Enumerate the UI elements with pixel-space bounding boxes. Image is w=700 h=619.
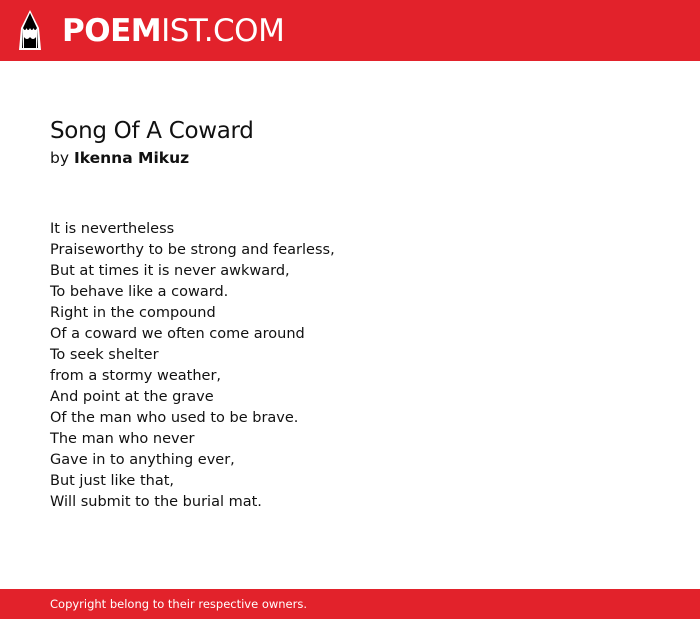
poem-line: Will submit to the burial mat. <box>50 494 262 510</box>
poem-title: Song Of A Coward <box>50 118 254 144</box>
logo-light-text: IST.COM <box>161 13 285 49</box>
poem-line: But just like that, <box>50 473 175 489</box>
poem-line: Gave in to anything ever, <box>50 452 235 468</box>
logo-bold-text: POEM <box>62 13 162 49</box>
poem-line: from a stormy weather, <box>50 368 222 384</box>
site-header <box>0 0 700 61</box>
site-footer <box>0 589 700 619</box>
poem-line: And point at the grave <box>50 389 214 405</box>
poem-line: The man who never <box>50 431 195 447</box>
poem-line: But at times it is never awkward, <box>50 263 290 279</box>
by-label: by <box>50 149 70 167</box>
byline <box>50 148 189 169</box>
poem-line: It is nevertheless <box>50 221 175 237</box>
poem-line: To seek shelter <box>50 347 159 363</box>
poem-line: Praiseworthy to be strong and fearless, <box>50 242 335 258</box>
poem-line: Of a coward we often come around <box>50 326 305 342</box>
pen-nib-icon[interactable] <box>17 10 43 51</box>
site-logo[interactable] <box>62 11 284 51</box>
poem-line: To behave like a coward. <box>50 284 229 300</box>
author-name: Ikenna Mikuz <box>73 149 190 167</box>
copyright-text: Copyright belong to their respective owners. <box>50 597 308 611</box>
poem-line: Of the man who used to be brave. <box>50 410 299 426</box>
poem-body <box>50 219 335 513</box>
poem-line: Right in the compound <box>50 305 216 321</box>
